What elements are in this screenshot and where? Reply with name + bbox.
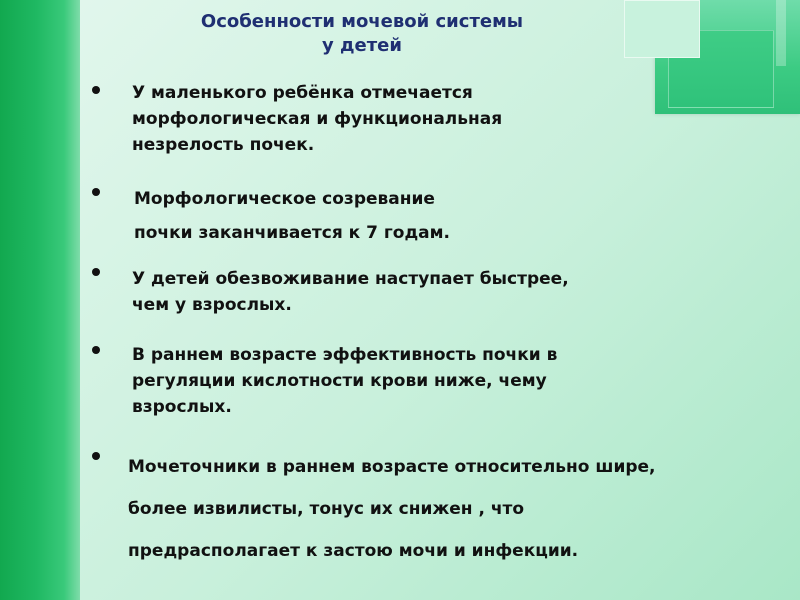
decorative-square-light	[624, 0, 700, 58]
bullet-2-icon	[92, 188, 100, 196]
bullet-1-icon	[92, 86, 100, 94]
left-accent-bar	[0, 0, 80, 600]
bullet-text-5: Мочеточники в раннем возрасте относительно шире, более извилисты, тонус их снижен , что предрасполагает к застою мочи и инфекции.	[128, 457, 656, 561]
bullet-text-2: Морфологическое созревание почки заканчивается к 7 годам.	[134, 189, 450, 243]
bullet-5-icon	[92, 452, 100, 460]
slide-title: Особенности мочевой системы у детей	[200, 11, 524, 56]
bullet-4-icon	[92, 346, 100, 354]
bullet-text-4: В раннем возрасте эффективность почки в регуляции кислотности крови ниже, чему взрослых.	[132, 345, 558, 417]
bullet-3-icon	[92, 268, 100, 276]
bullet-text-1: У маленького ребёнка отмечается морфологическая и функциональная незрелость почек.	[132, 83, 503, 155]
decorative-strip	[776, 0, 786, 66]
bullet-text-3: У детей обезвоживание наступает быстрее, чем у взрослых.	[132, 269, 569, 315]
